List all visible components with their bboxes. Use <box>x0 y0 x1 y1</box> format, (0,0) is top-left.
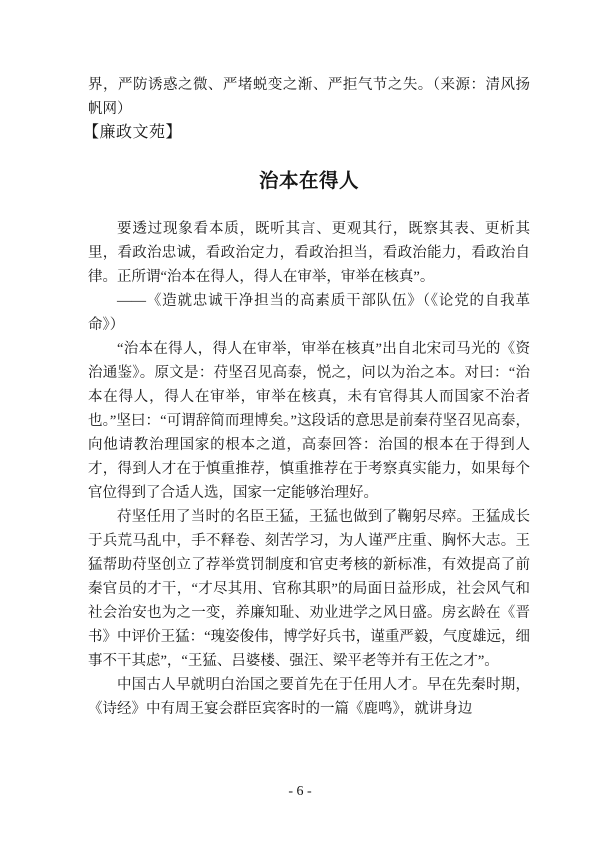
page-content <box>83 73 530 721</box>
page-number: - 6 - <box>288 784 312 799</box>
section-header: 【廉政文苑】 <box>83 124 183 141</box>
article-paragraph: “治本在得人，得人在审举，审举在核真”出自北宋司马光的《资治通鉴》。原文是：苻坚召见高泰，悦之，问以为治之本。对曰：“治本在得人，得人在审举，审举在核真，未有官得其人而国家不治者也。”坚曰：“可谓辞简而理博矣。”这段话的意思是前秦苻坚召见高泰，向他请教治理国家的根本之道，高泰回答：治国的根本在于得到人才，得到人才在于慎重推荐，慎重推荐在于考察真实能力，如果每个官位得到了合适人选，国家一定能够治理好。 <box>88 341 530 501</box>
article-paragraph: 苻坚任用了当时的名臣王猛，王猛也做到了鞠躬尽瘁。王猛成长于兵荒马乱中，手不释卷、刻苦学习，为人谨严庄重、胸怀大志。王猛帮助苻坚创立了荐举赏罚制度和官吏考核的新标准，有效提高了前秦官员的才干，“才尽其用、官称其职”的局面日益形成，社会风气和社会治安也为之一变，养廉知耻、劝业进学之风日盛。房玄龄在《晋书》中评价王猛：“瑰姿俊伟，博学好兵书，谨重严毅，气度雄远，细事不干其虑”，“王猛、吕婆楼、强汪、梁平老等并有王佐之才”。 <box>88 509 530 669</box>
article-paragraph-attribution: ——《造就忠诚干净担当的高素质干部队伍》（《论党的自我革命》） <box>88 293 530 333</box>
article-paragraph: 要透过现象看本质，既听其言、更观其行，既察其表、更析其里，看政治忠诚，看政治定力，看政治担当，看政治能力，看政治自律。正所谓“治本在得人，得人在审举，审举在核真”。 <box>88 221 530 285</box>
article-paragraph: 中国古人早就明白治国之要首先在于任用人才。早在先秦时期，《诗经》中有周王宴会群臣宾客时的一篇《鹿鸣》，就讲身边 <box>88 677 530 717</box>
continuation-paragraph: 界，严防诱惑之微、严堵蜕变之渐、严拒气节之失。（来源：清风扬帆网） <box>88 77 530 117</box>
article-title: 治本在得人 <box>258 171 359 192</box>
